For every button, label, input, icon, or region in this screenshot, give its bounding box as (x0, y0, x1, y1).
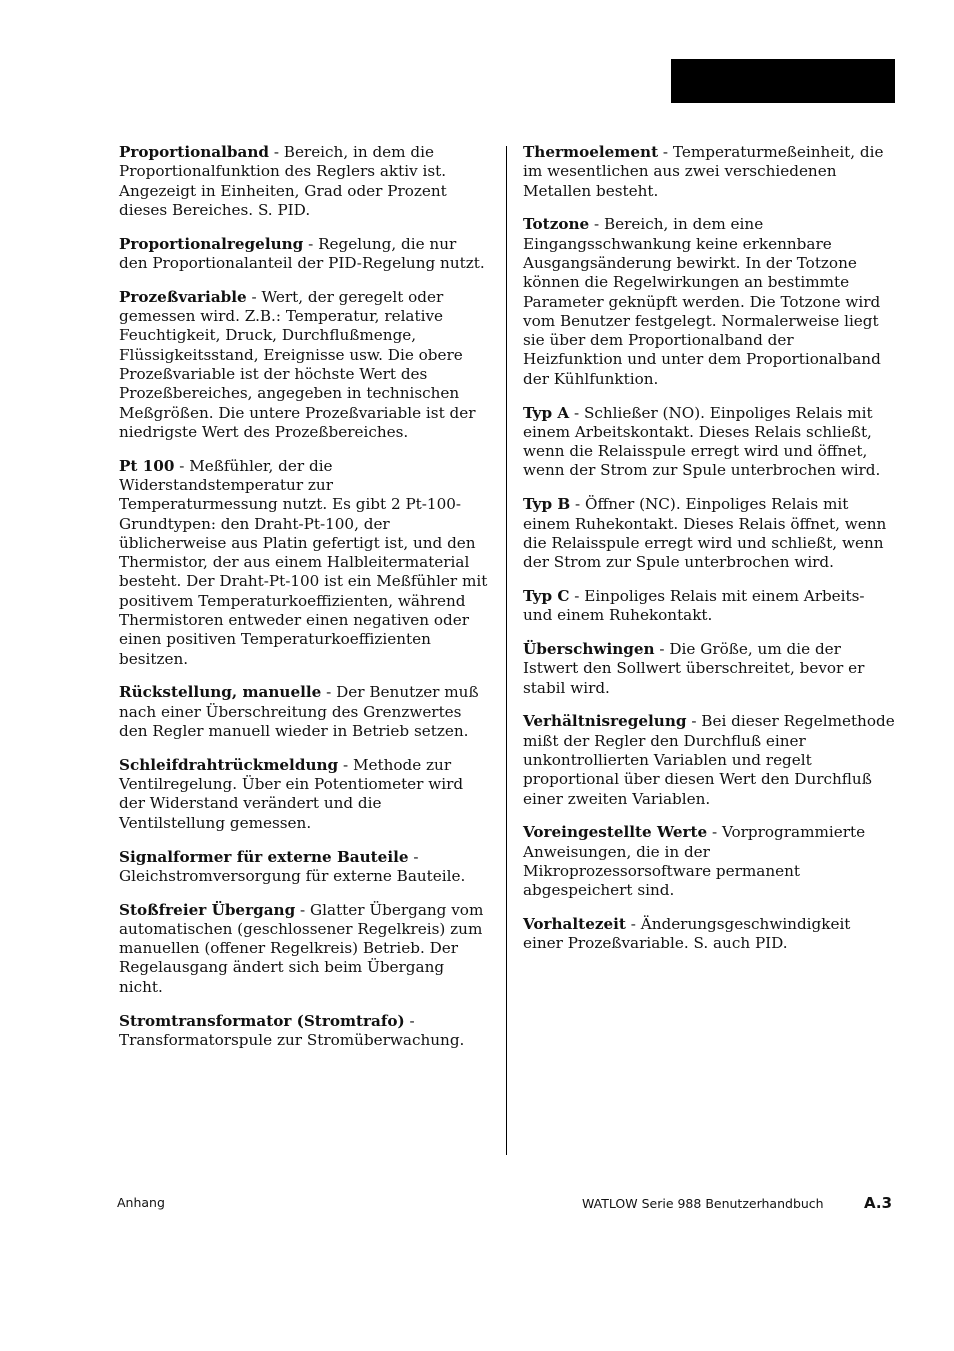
glossary-entry (523, 823, 895, 900)
glossary-entry (119, 235, 489, 274)
glossary-definition: - Bereich, in dem eine Eingangsschwankung keine erkennbare Ausgangsänderung bewirkt. In der Totzone können die Regelwirkungen an bestimmte Parameter geknüpft werden. Die Totzone wird vom Benutzer festgelegt. Normalerweise liegt sie über dem Proportionalband der Heizfunktion und unter dem Proportionalband der Kühlfunktion. (523, 215, 881, 388)
glossary-entry (523, 587, 895, 626)
glossary-entry (119, 457, 489, 669)
left-column (119, 143, 489, 1065)
glossary-definition: - Bereich, in dem die Proportionalfunktion des Reglers aktiv ist. Angezeigt in Einheiten, Grad oder Prozent dieses Bereiches. S. PID. (119, 143, 447, 219)
glossary-entry (523, 915, 895, 954)
glossary-entry (119, 1012, 489, 1051)
glossary-term: Vorhaltezeit (523, 915, 626, 934)
glossary-definition: - Öffner (NC). Einpoliges Relais mit einem Ruhekontakt. Dieses Relais öffnet, wenn die Relaisspule erregt wird und schließt, wenn der Strom zur Spule unterbrochen wird. (523, 495, 887, 572)
right-column (523, 143, 895, 968)
glossary-term: Typ B (523, 495, 571, 514)
glossary-entry (119, 756, 489, 833)
glossary-term: Signalformer für externe Bauteile (119, 847, 409, 866)
footer-section: Anhang (117, 1195, 165, 1210)
glossary-entry (523, 640, 895, 698)
glossary-definition: - Die Größe, um die der Istwert den Sollwert überschreitet, bevor er stabil wird. (523, 640, 865, 697)
glossary-definition: - Änderungsgeschwindigkeit einer Prozeßvariable. S. auch PID. (523, 915, 851, 953)
glossary-entry (119, 848, 489, 887)
glossary-definition: - Meßfühler, der die Widerstandstemperatur zur Temperaturmessung nutzt. Es gibt 2 Pt-100-Grundtypen: den Draht-Pt-100, der üblicherweise aus Platin gefertigt ist, und den Thermistor, der aus einem Halbleitermaterial besteht. Der Draht-Pt-100 ist ein Meßfühler mit positivem Temperaturkoeffizienten, während Thermistoren entweder einen negativen oder einen positiven Temperaturkoeffizienten besitzen. (119, 456, 488, 668)
footer-manual-title: WATLOW Serie 988 Benutzerhandbuch (582, 1196, 824, 1211)
glossary-definition: - Regelung, die nur den Proportionalanteil der PID-Regelung nutzt. (119, 234, 485, 272)
glossary-term: Verhältnisregelung (523, 712, 687, 731)
glossary-entry (523, 143, 895, 201)
glossary-definition: - Schließer (NO). Einpoliges Relais mit einem Arbeitskontakt. Dieses Relais schließt, wenn die Relaisspule erregt wird und öffnet, wenn der Strom zur Spule unterbrochen wird. (523, 403, 881, 480)
glossary-term: Voreingestellte Werte (523, 823, 708, 842)
glossary-definition: - Transformatorspule zur Stromüberwachung. (119, 1011, 465, 1049)
glossary-definition: - Temperaturmeßeinheit, die im wesentlichen aus zwei verschiedenen Metallen besteht. (523, 143, 884, 200)
glossary-definition: - Bei dieser Regelmethode mißt der Regler den Durchfluß einer unkontrollierten Variablen und regelt proportional über diesen Wert den Durchfluß einer zweiten Variablen. (523, 712, 895, 808)
glossary-entry (119, 288, 489, 442)
glossary-entry (119, 683, 489, 741)
glossary-entry (523, 712, 895, 808)
glossary-definition: - Wert, der geregelt oder gemessen wird. Z.B.: Temperatur, relative Feuchtigkeit, Druck, Durchflußmenge, Flüssigkeitsstand, Ereignisse usw. Die obere Prozeßvariable ist der höchste Wert des Prozeßbereiches, angegeben in technischen Meßgrößen. Die untere Prozeßvariable ist der niedrigste Wert des Prozeßbereiches. (119, 287, 476, 441)
glossary-term: Stromtransformator (Stromtrafo) (119, 1011, 405, 1030)
glossary-entry (523, 404, 895, 481)
glossary-definition: - Vorprogrammierte Anweisungen, die in der Mikroprozessorsoftware permanent abgespeichert sind. (523, 823, 866, 900)
glossary-definition: - Einpoliges Relais mit einem Arbeits- und einem Ruhekontakt. (523, 586, 865, 625)
glossary-entry (119, 143, 489, 220)
glossary-definition: - Methode zur Ventilregelung. Über ein Potentiometer wird der Widerstand verändert und die Ventilstellung gemessen. (119, 755, 464, 832)
glossary-term: Rückstellung, manuelle (119, 683, 322, 702)
glossary-term: Proportionalband (119, 143, 269, 161)
glossary-definition: - Der Benutzer muß nach einer Überschreitung des Grenzwertes den Regler manuell wieder in Betrieb setzen. (119, 683, 479, 741)
glossary-term: Typ C (523, 586, 570, 605)
glossary-entry (523, 495, 895, 572)
glossary-term: Überschwingen (523, 640, 655, 659)
glossary-term: Proportionalregelung (119, 234, 304, 253)
glossary-term: Thermoelement (523, 143, 659, 161)
glossary-entry (523, 215, 895, 389)
glossary-definition: - Gleichstromversorgung für externe Bauteile. (119, 847, 466, 885)
glossary-term: Typ A (523, 403, 570, 422)
glossary-term: Stoßfreier Übergang (119, 900, 296, 919)
glossary-term: Prozeßvariable (119, 287, 247, 306)
glossary-term: Schleifdrahtrückmeldung (119, 755, 339, 774)
column-divider (506, 146, 507, 1155)
glossary-definition: - Glatter Übergang vom automatischen (geschlossener Regelkreis) zum manuellen (offener Regelkreis) Betrieb. Der Regelausgang ändert sich beim Übergang nicht. (119, 900, 484, 996)
glossary-entry (119, 901, 489, 997)
glossary-term: Totzone (523, 215, 590, 234)
page-number: A.3 (864, 1194, 893, 1212)
glossary-term: Pt 100 (119, 456, 175, 475)
header-tab (671, 59, 895, 103)
